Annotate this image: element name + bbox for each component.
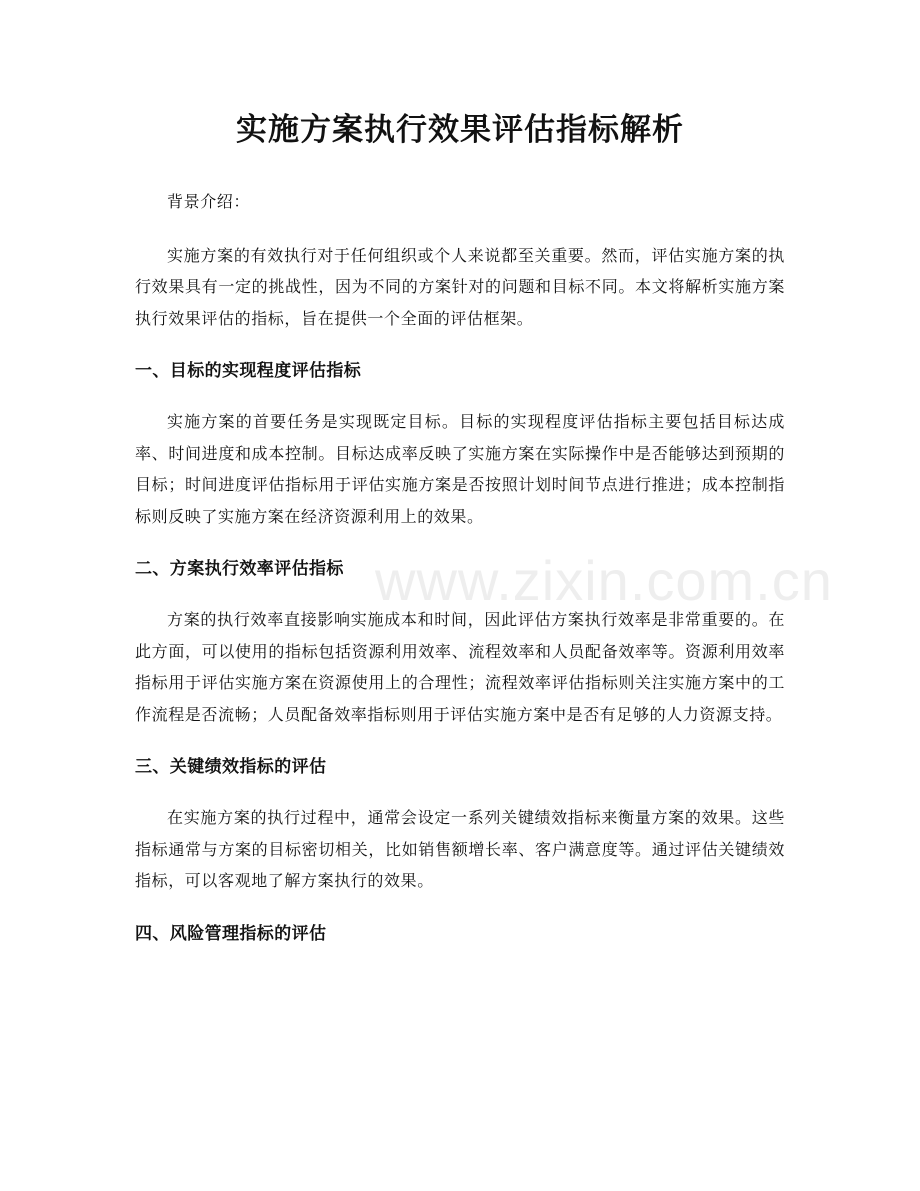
document-title: 实施方案执行效果评估指标解析	[236, 112, 684, 148]
section-paragraph-3: 在实施方案的执行过程中，通常会设定一系列关键绩效指标来衡量方案的效果。这些指标通常与方案的目标密切相关，比如销售额增长率、客户满意度等。通过评估关键绩效指标，可以客观地了解方案执行的效果。	[135, 808, 785, 890]
intro-paragraph: 实施方案的有效执行对于任何组织或个人来说都至关重要。然而，评估实施方案的执行效果具有一定的挑战性，因为不同的方案针对的问题和目标不同。本文将解析实施方案执行效果评估的指标，旨在提供一个全面的评估框架。	[135, 245, 785, 328]
section-heading-3: 三、关键绩效指标的评估	[135, 757, 327, 777]
section-heading-2: 二、方案执行效率评估指标	[135, 559, 344, 579]
watermark: www.zixin.com.cn	[375, 549, 833, 612]
section-paragraph-1: 实施方案的首要任务是实现既定目标。目标的实现程度评估指标主要包括目标达成率、时间进度和成本控制。目标达成率反映了实施方案在实际操作中是否能够达到预期的目标；时间进度评估指标用于评估实施方案是否按照计划时间节点进行推进；成本控制指标则反映了实施方案在经济资源利用上的效果。	[135, 412, 785, 526]
section-heading-4: 四、风险管理指标的评估	[135, 923, 327, 944]
section-heading-1: 一、目标的实现程度评估指标	[135, 361, 362, 381]
intro-label: 背景介绍：	[167, 192, 251, 211]
section-paragraph-2: 方案的执行效率直接影响实施成本和时间，因此评估方案执行效率是非常重要的。在此方面，可以使用的指标包括资源利用效率、流程效率和人员配备效率等。资源利用效率指标用于评估实施方案在资源使用上的合理性；流程效率评估指标则关注实施方案中的工作流程是否流畅；人员配备效率指标则用于评估实施方案中是否有足够的人力资源支持。	[135, 610, 785, 724]
document-body	[135, 186, 785, 949]
